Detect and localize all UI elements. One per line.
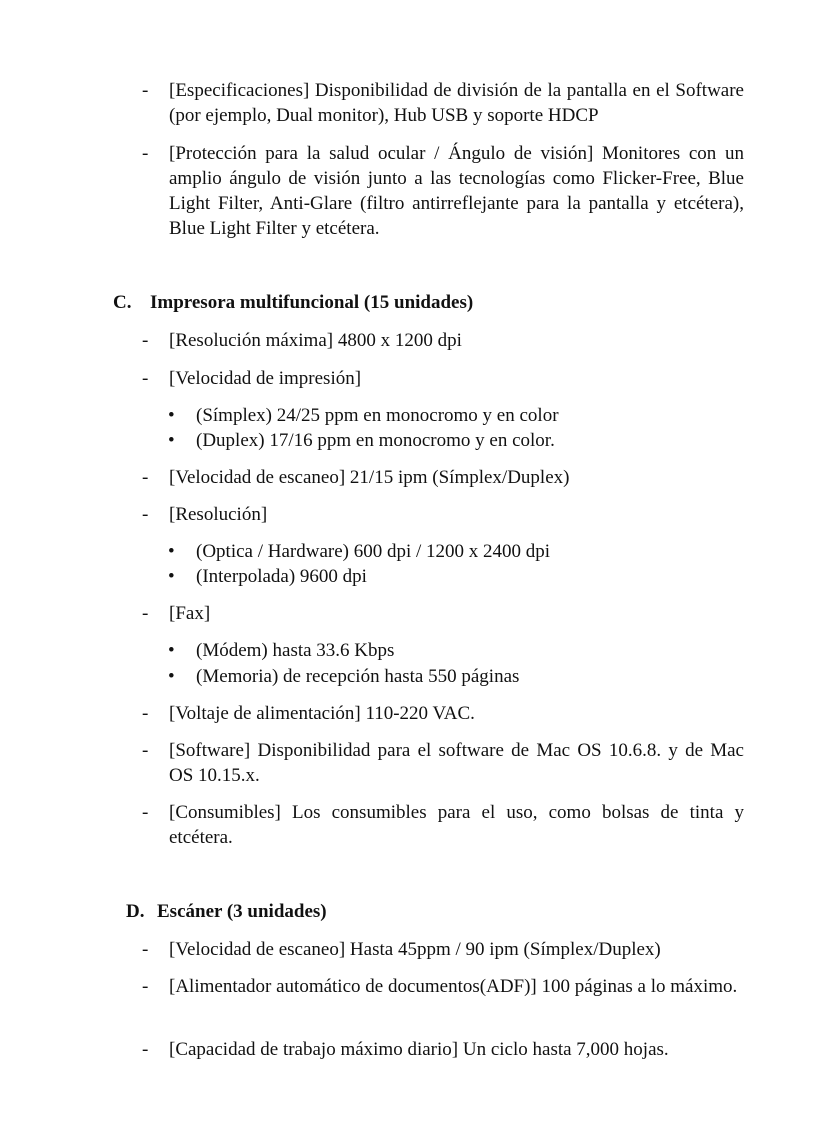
spec-fax: [Fax] <box>169 603 211 624</box>
spec-escaner-adf: [Alimentador automático de documentos(ADF)] 100 páginas a lo máximo. <box>169 976 738 997</box>
list-item <box>142 78 744 128</box>
list-item <box>142 738 744 788</box>
list-item <box>142 141 744 241</box>
list-item <box>142 800 744 850</box>
list-item <box>142 1037 744 1062</box>
bullet-text: (Módem) hasta 33.6 Kbps <box>196 640 395 661</box>
dash-marker: - <box>142 330 149 351</box>
dash-marker: - <box>142 1039 149 1060</box>
bullet-text: (Duplex) 17/16 ppm en monocromo y en color. <box>196 430 555 451</box>
dash-marker: - <box>142 143 149 164</box>
list-item <box>142 366 744 391</box>
spec-consumibles: [Consumibles] Los consumibles para el uso, como bolsas de tinta y etcétera. <box>169 802 744 848</box>
bullet-marker: • <box>168 405 175 426</box>
section-c-heading <box>113 290 473 315</box>
bullet-item <box>168 564 367 589</box>
dash-marker: - <box>142 703 149 724</box>
bullet-marker: • <box>168 430 175 451</box>
list-item <box>142 937 744 962</box>
section-d-letter: D. <box>126 901 145 922</box>
list-item <box>142 502 744 527</box>
spec-software: [Software] Disponibilidad para el software de Mac OS 10.6.8. y de Mac OS 10.15.x. <box>169 740 744 786</box>
dash-marker: - <box>142 802 149 823</box>
bullet-marker: • <box>168 640 175 661</box>
bullet-text: (Símplex) 24/25 ppm en monocromo y en color <box>196 405 559 426</box>
dash-marker: - <box>142 368 149 389</box>
spec-resolucion-maxima: [Resolución máxima] 4800 x 1200 dpi <box>169 330 462 351</box>
bullet-marker: • <box>168 566 175 587</box>
section-c-title: Impresora multifuncional (15 unidades) <box>150 292 474 313</box>
spec-resolucion: [Resolución] <box>169 504 268 525</box>
section-d-heading <box>126 899 327 924</box>
bullet-item <box>168 664 519 689</box>
spec-velocidad-escaneo: [Velocidad de escaneo] 21/15 ipm (Símplex/Duplex) <box>169 467 570 488</box>
list-item <box>142 328 744 353</box>
list-item <box>142 974 744 999</box>
list-item <box>142 601 744 626</box>
spec-especificaciones: [Especificaciones] Disponibilidad de división de la pantalla en el Software (por ejemplo, Dual monitor), Hub USB y soporte HDCP <box>169 80 744 126</box>
dash-marker: - <box>142 603 149 624</box>
dash-marker: - <box>142 504 149 525</box>
dash-marker: - <box>142 976 149 997</box>
bullet-item <box>168 403 559 428</box>
section-c-letter: C. <box>113 292 132 313</box>
dash-marker: - <box>142 939 149 960</box>
section-d-title: Escáner (3 unidades) <box>157 901 327 922</box>
spec-velocidad-impresion: [Velocidad de impresión] <box>169 368 362 389</box>
bullet-item <box>168 428 555 453</box>
list-item <box>142 465 744 490</box>
spec-escaner-capacidad: [Capacidad de trabajo máximo diario] Un ciclo hasta 7,000 hojas. <box>169 1039 669 1060</box>
bullet-text: (Interpolada) 9600 dpi <box>196 566 367 587</box>
spec-proteccion-ocular: [Protección para la salud ocular / Ángulo de visión] Monitores con un amplio ángulo de visión junto a las tecnologías como Flicker-Free, Blue Light Filter, Anti-Glare (filtro antirreflejante para la pantalla y etcétera), Blue Light Filter y etcétera. <box>169 143 744 239</box>
bullet-text: (Memoria) de recepción hasta 550 páginas <box>196 666 520 687</box>
spec-voltaje: [Voltaje de alimentación] 110-220 VAC. <box>169 703 475 724</box>
bullet-marker: • <box>168 541 175 562</box>
bullet-text: (Optica / Hardware) 600 dpi / 1200 x 2400 dpi <box>196 541 551 562</box>
dash-marker: - <box>142 80 149 101</box>
spec-escaner-velocidad: [Velocidad de escaneo] Hasta 45ppm / 90 ipm (Símplex/Duplex) <box>169 939 661 960</box>
bullet-marker: • <box>168 666 175 687</box>
bullet-item <box>168 638 394 663</box>
bullet-item <box>168 539 550 564</box>
list-item <box>142 701 744 726</box>
dash-marker: - <box>142 467 149 488</box>
dash-marker: - <box>142 740 149 761</box>
